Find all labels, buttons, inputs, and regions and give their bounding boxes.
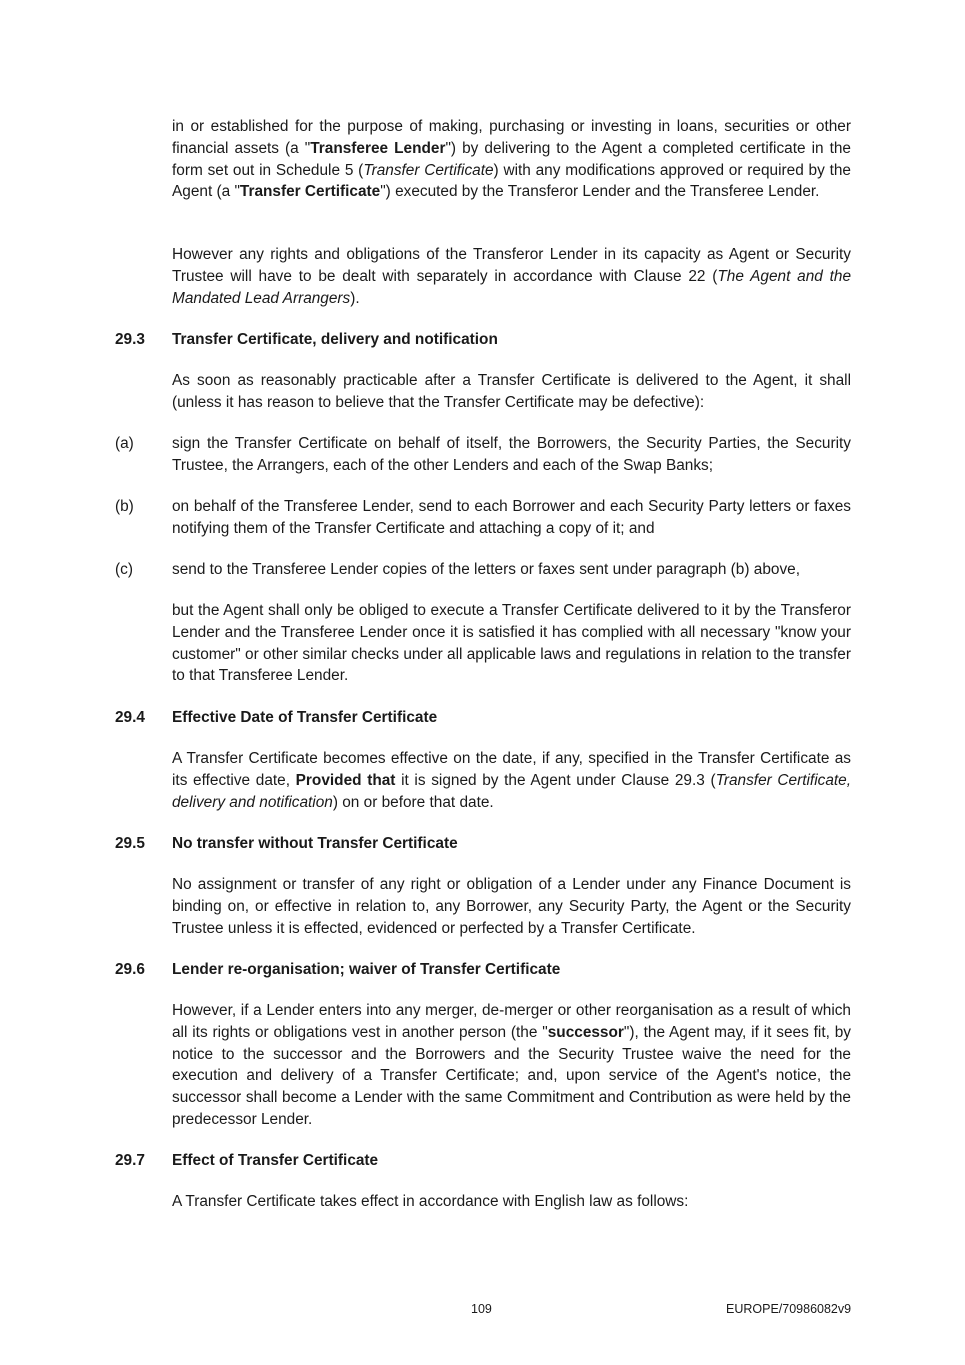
section-title-29-4: Effective Date of Transfer Certificate [172, 709, 438, 726]
section-title-29-6: Lender re-organisation; waiver of Transfer Certificate [172, 961, 561, 978]
section-number-29-5: 29.5 [115, 835, 145, 852]
clause-reference: The Agent and the Mandated Lead Arrangers [172, 267, 851, 307]
section-number-29-3: 29.3 [115, 331, 145, 348]
section-number-29-4: 29.4 [115, 709, 145, 726]
provided-that-term: Provided that [295, 771, 396, 789]
clause-reference-29-3: Transfer Certificate, delivery and notification [172, 771, 851, 811]
section-title-29-7: Effect of Transfer Certificate [172, 1152, 379, 1169]
paragraph-29-3-tail: but the Agent shall only be obliged to execute a Transfer Certificate delivered to it by the Transferor Lender and the Transferee Lender once it is satisfied it has complied with all necessary "know your customer" or other similar checks under all applicable laws and regulations in relation to the transfer to that Transferee Lender. [172, 602, 851, 685]
list-item-b: on behalf of the Transferee Lender, send to each Borrower and each Security Party letters or faxes notifying them of the Transfer Certificate and attaching a copy of it; and [172, 498, 851, 537]
list-label-a: (a) [115, 435, 134, 452]
list-item-c: send to the Transferee Lender copies of the letters or faxes sent under paragraph (b) above, [172, 561, 800, 578]
paragraph-agent-capacity: However any rights and obligations of the Transferor Lender in its capacity as Agent or Security Trustee will have to be dealt with separately in accordance with Clause 22 (The Agent and the Mandated Lead Arrangers). [172, 246, 851, 307]
paragraph-29-5: No assignment or transfer of any right or obligation of a Lender under any Finance Document is binding on, or effective in relation to, any Borrower, any Security Party, the Agent or the Security Trustee unless it is effected, evidenced or perfected by a Transfer Certificate. [172, 876, 851, 937]
paragraph-29-7: A Transfer Certificate takes effect in accordance with English law as follows: [172, 1193, 689, 1210]
paragraph-29-3-intro: As soon as reasonably practicable after a Transfer Certificate is delivered to the Agent, it shall (unless it has reason to believe that the Transfer Certificate may be defective): [172, 372, 851, 411]
document-reference: EUROPE/70986082v9 [726, 1302, 852, 1316]
schedule-reference: Transfer Certificate [363, 161, 494, 179]
section-title-29-5: No transfer without Transfer Certificate [172, 835, 458, 852]
defined-term-transferee-lender: Transferee Lender [310, 139, 446, 157]
section-number-29-7: 29.7 [115, 1152, 145, 1169]
defined-term-successor: successor [547, 1023, 624, 1041]
paragraph-29-4: A Transfer Certificate becomes effective on the date, if any, specified in the Transfer Certificate as its effective date, Provided that it is signed by the Agent under Clause 29.3 (Transfer Certificate, delivery and notification) on or before that date. [172, 750, 851, 811]
section-number-29-6: 29.6 [115, 961, 145, 978]
list-item-a: sign the Transfer Certificate on behalf of itself, the Borrowers, the Security Parties, the Security Trustee, the Arrangers, each of the other Lenders and each of the Swap Banks; [172, 435, 851, 474]
list-label-b: (b) [115, 498, 134, 515]
list-label-c: (c) [115, 561, 133, 578]
defined-term-transfer-certificate: Transfer Certificate [239, 183, 381, 201]
paragraph-29-6: However, if a Lender enters into any merger, de-merger or other reorganisation as a result of which all its rights or obligations vest in another person (the "successor"), the Agent may, if it sees fit, by notice to the successor and the Borrowers and the Security Trustee waive the need for the execution and delivery of a Transfer Certificate; and, upon service of the Agent's notice, the successor shall become a Lender with the same Commitment and Contribution as were held by the predecessor Lender. [172, 1002, 851, 1128]
section-title-29-3: Transfer Certificate, delivery and notification [172, 331, 498, 348]
page-number: 109 [471, 1302, 492, 1316]
paragraph-transferee-lender: in or established for the purpose of making, purchasing or investing in loans, securities or other financial assets (a "Transferee Lender") by delivering to the Agent a completed certificate in the form set out in Schedule 5 (Transfer Certificate) with any modifications approved or required by the Agent (a "Transfer Certificate") executed by the Transferor Lender and the Transferee Lender. [172, 118, 851, 201]
